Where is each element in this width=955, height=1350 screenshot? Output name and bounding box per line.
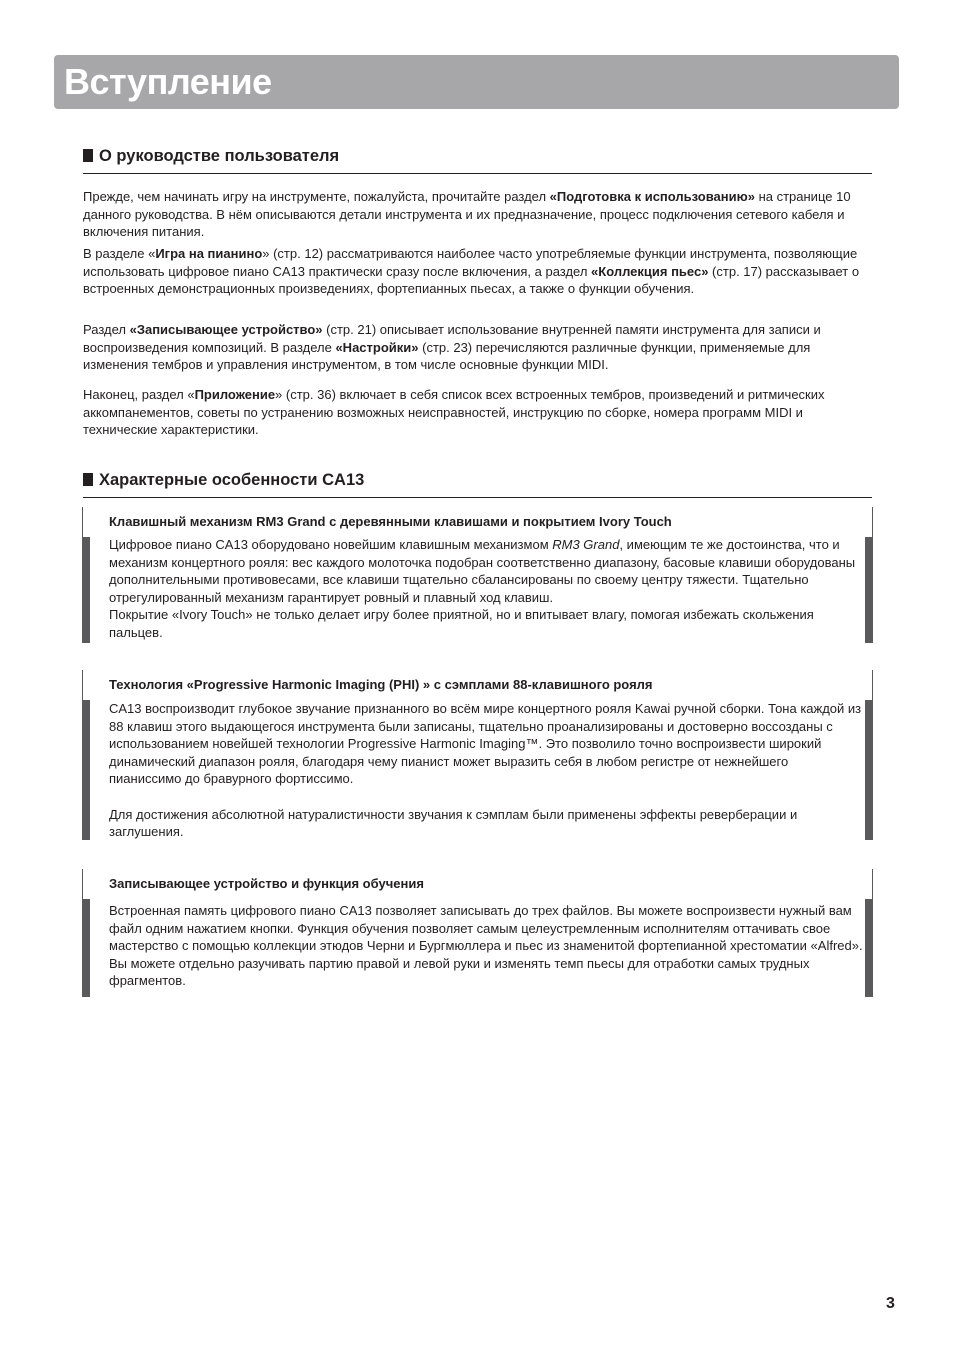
section-heading-text: О руководстве пользователя: [99, 147, 340, 165]
feature-bar-left: [82, 899, 90, 997]
section-heading-text: Характерные особенности CA13: [99, 471, 365, 489]
bold-ref: «Записывающее устройство»: [129, 322, 323, 337]
bold-ref: «Настройки»: [335, 339, 419, 355]
feature-title: Технология «Progressive Harmonic Imaging (PHI) » с сэмплами 88-клавишного рояля: [109, 677, 653, 692]
feature-title: Клавишный механизм RM3 Grand с деревянными клавишами и покрытием Ivory Touch: [109, 514, 672, 529]
bold-ref: Приложение: [194, 387, 276, 402]
paragraph-appendix: Наконец, раздел «Приложение» (стр. 36) включает в себя список всех встроенных тембров, произведений и ритмических аккомпанементов, советы по устранению возможных неисправностей, инструкцию по сборке, номера программ MIDI и технические характеристики.: [83, 387, 825, 438]
section-heading-features: [83, 469, 872, 498]
paragraph-preparation: Прежде, чем начинать игру на инструменте, пожалуйста, прочитайте раздел «Подготовка к использованию» на странице 10 данного руководства. В нём описываются детали инструмента и их предназначение, процесс подключения сетевого кабеля и включения питания.: [83, 189, 851, 240]
feature-body: Встроенная память цифрового пиано CA13 позволяет записывать до трех файлов. Вы можете воспроизвести нужный вам файл одним нажатием кнопки. Функция обучения позволяет самым целеустремленным исполнителям оттачивать свое мастерство с помощью коллекции этюдов Черни и Бургмюллера и пьес из знаменитой фортепианной хрестоматии «Alfred». Вы можете отдельно разучивать партию правой и левой руки и изменять темп пьесы для отработки самых трудных фрагментов.: [109, 903, 863, 989]
feature-bar-right: [865, 537, 873, 643]
section-heading-manual: [83, 145, 872, 174]
feature-body: Цифровое пиано CA13 оборудовано новейшим клавишным механизмом RM3 Grand, имеющим те же достоинства, что и механизм концертного рояля: вес каждого молоточка подобран соответственно диапазону, басовые клавиши оборудованы дополнительными противовесами, все клавиши тщательно сбалансированы по своему центру тяжести. Тщательно отрегулированный механизм гарантирует ровный и плавный ход клавиш. Покрытие «Ivory Touch» не только делает игру более приятной, но и впитывает влагу, помогая избежать скольжения пальцев.: [109, 537, 856, 640]
paragraph-playing: В разделе «Игра на пианино» (стр. 12) рассматриваются наиболее часто употребляемые функции инструмента, позволяющие использовать цифровое пиано CA13 практически сразу после включения, а раздел «Коллекция пьес» (стр. 17) рассказывает о встроенных демонстрационных произведениях, фортепианных пьесах, а также о функции обучения.: [83, 246, 860, 297]
bold-ref: «Подготовка к использованию»: [549, 189, 755, 204]
bold-ref: Игра на пианино: [155, 246, 263, 261]
feature-bar-left: [82, 700, 90, 840]
feature-title: Записывающее устройство и функция обучения: [109, 876, 424, 891]
chapter-title: Вступление: [64, 61, 272, 102]
feature-body: CA13 воспроизводит глубокое звучание признанного во всём мире концертного рояля Kawai ручной сборки. Тона каждой из 88 клавиш этого выдающегося инструмента были записаны, тщательно проанализированы и достоверно воссозданы с использованием новейшей технологии Progressive Harmonic Imaging™. Это позволило точно воспроизвести широкий динамический диапазон рояля, благодаря чему пианист может выразить себя в любом регистре от нежнейшего пианиссимо до бравурного фортиссимо. Для достижения абсолютной натуралистичности звучания к сэмплам были применены эффекты реверберации и заглушения.: [109, 701, 862, 840]
feature-bar-right: [865, 700, 873, 840]
bold-ref: «Коллекция пьес»: [591, 263, 709, 279]
square-bullet-icon: [83, 149, 93, 162]
page-number: 3: [886, 1295, 895, 1312]
feature-box-recorder: [82, 869, 873, 997]
chapter-banner: [54, 55, 899, 109]
feature-box-phi: [82, 670, 873, 840]
feature-bar-right: [865, 899, 873, 997]
feature-box-rm3: [82, 507, 873, 643]
italic-term: RM3 Grand: [552, 537, 620, 552]
square-bullet-icon: [83, 473, 93, 486]
paragraph-recorder: Раздел «Записывающее устройство» (стр. 21) описывает использование внутренней памяти инструмента для записи и воспроизведения композиций. В разделе «Настройки» (стр. 23) перечисляются различные функции, применяемые для изменения тембров и управления инструментом, в том числе основные функции MIDI.: [83, 322, 821, 373]
feature-bar-left: [82, 537, 90, 643]
